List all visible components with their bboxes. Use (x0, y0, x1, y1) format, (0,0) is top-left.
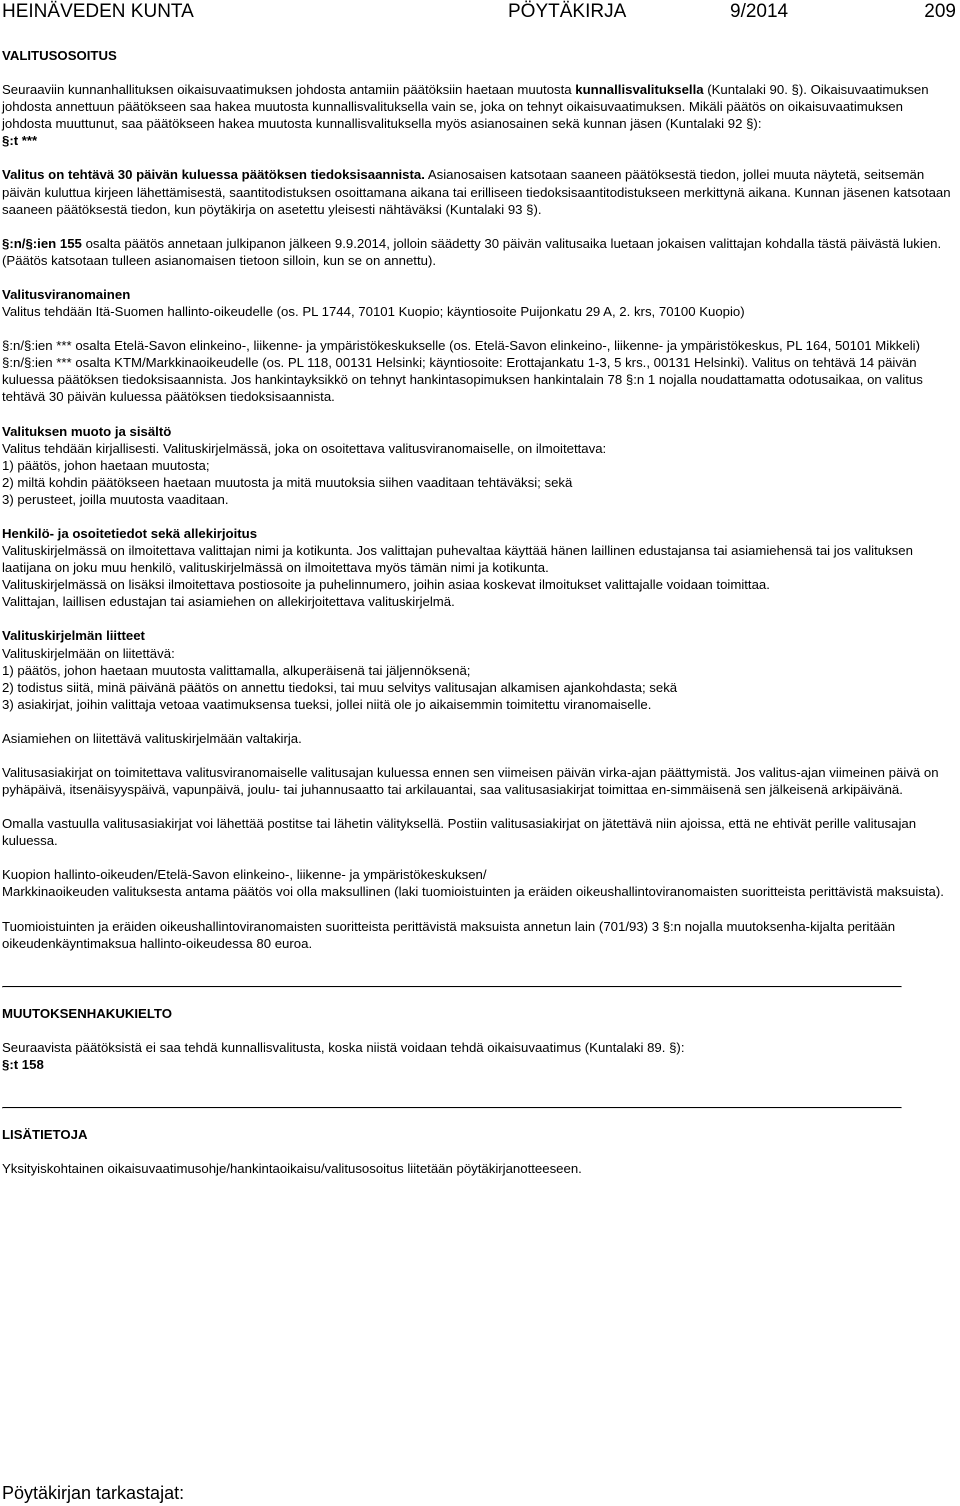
page-header (0, 0, 960, 26)
text-run-bold: Valitus on tehtävä 30 päivän kuluessa päätöksen tiedoksisaannista. (2, 167, 425, 183)
liitteet-posti: Omalla vastuulla valitusasiakirjat voi lähettää postitse tai lähetin välityksellä. Postiin valitusasiakirjat on jätettävä niin ajoissa, että ne ehtivät perille valitusajan kuluessa. (2, 816, 917, 849)
valitusosoitus-paragraph-2 (2, 166, 954, 217)
lisatietoja-paragraph: Yksityiskohtainen oikaisuvaatimusohje/hankintaoikaisu/valitusosoitus liitetään pöytäkirjanotteeseen. (2, 1161, 582, 1177)
liitteet-line-2: 1) päätös, johon haetaan muutosta valittamalla, alkuperäisenä tai jäljennöksenä; (2, 662, 471, 678)
text-run: Asianosaisen katsotaan saaneen päätöksestä tiedon, jollei muuta näytetä, seitsemän päivän kuluttua kirjeen lähettämisestä, saantitodistuksen osoittamana aikana tai erilliseen tiedoksisaantitodistukseen merkittynä aikana. Kunnan jäsenen katsotaan saaneen päätöksestä tiedon, kun pöytäkirja on asetettu yleisesti nähtäväksi (Kuntalaki 93 §). (2, 167, 951, 217)
valitusviranomainen-paragraph-1: Valitus tehdään Itä-Suomen hallinto-oikeudelle (os. PL 1744, 70101 Kuopio; käyntiosoite Puijonkatu 29 A, 2. krs, 70100 Kuopio) (2, 304, 745, 320)
henkilotiedot-line-3: Valittajan, laillisen edustajan tai asiamiehen on allekirjoitettava valituskirjelmä. (2, 594, 455, 610)
footer-inspectors-label: Pöytäkirjan tarkastajat: (2, 1483, 185, 1503)
liitteet-valtakirja: Asiamiehen on liitettävä valituskirjelmään valtakirja. (2, 730, 302, 746)
liitteet-maksu-c: Tuomioistuinten ja eräiden oikeushallintoviranomaisten suoritteista perittävistä maksuista annetun lain (701/93) 3 §:n nojalla muutoksenha-kijalta peritään oikeudenkäyntimaksua hallinto-oikeudessa 80 euroa. (2, 918, 896, 951)
henkilotiedot-line-1: Valituskirjelmässä on ilmoitettava valittajan nimi ja kotikunta. Jos valittajan puhevaltaa käyttää hänen laillinen edustajansa tai asiamiehensä tai jos valituksen laatijana on joku muu henkilö, valituskirjelmässä on ilmoitettava myös tämän nimi ja kotikunta. (2, 543, 913, 576)
text-run-bold: §:n/§:ien 155 (2, 235, 82, 251)
muoto-line-1: Valitus tehdään kirjallisesti. Valituskirjelmässä, joka on osoitettava valitusviranomaiselle, on ilmoitettava: (2, 440, 607, 456)
valitusosoitus-paragraph-3 (2, 235, 954, 269)
henkilotiedot-line-2: Valituskirjelmässä on lisäksi ilmoitettava postiosoite ja puhelinnumero, joihin asiaa koskevat ilmoitukset valittajalle voidaan toimittaa. (2, 577, 770, 593)
page-number: 209 (924, 1, 956, 22)
section-title-valitusosoitus: VALITUSOSOITUS (2, 48, 117, 63)
valitusviranomainen-paragraph-3: §:n/§:ien *** osalta KTM/Markkinaoikeudelle (os. PL 118, 00131 Helsinki; käyntiosoite: Erottajankatu 1-3, 5 krs., 00131 Helsinki). Valitus on tehtävä 14 päivän kuluessa päätöksen tiedoksisaannista. Jos hankintayksikkö on tehnyt hankintasopimuksen hankintalain 78 §:n 1 nojalla noudattamatta odotusaikaa, on valitus tehtävä 30 päivän kuluessa päätöksen tiedoksisaannista. (2, 355, 923, 405)
section-title-muutoksenhakukielto: MUUTOKSENHAKUKIELTO (2, 1005, 172, 1021)
liitteet-toimitus: Valitusasiakirjat on toimitettava valitusviranomaiselle valitusajan kuluessa ennen sen viimeisen päivän virka-ajan päättymistä. Jos valitus-ajan viimeinen päivä on pyhäpäivä, itsenäisyyspäivä, vapunpäivä, joulu- tai juhannusaatto tai arkilauantai, saa valitusasiakirjat toimittaa en-simmäisenä sen jälkeisenä arkipäivänä. (2, 765, 939, 798)
section-title-henkilotiedot: Henkilö- ja osoitetiedot sekä allekirjoitus (2, 525, 258, 541)
muoto-line-2: 1) päätös, johon haetaan muutosta; (2, 457, 210, 473)
liitteet-line-1: Valituskirjelmään on liitettävä: (2, 645, 175, 661)
text-run: Seuraaviin kunnanhallituksen oikaisuvaatimuksen johdosta antamiin päätöksiin haetaan muutosta (2, 82, 576, 98)
valitusviranomainen-paragraph-2: §:n/§:ien *** osalta Etelä-Savon elinkeino-, liikenne- ja ympäristökeskukselle (os. Etelä-Savon elinkeino-, liikenne- ja ympäristökeskus, PL 164, 50101 Mikkeli) (2, 338, 920, 354)
muoto-line-3: 2) miltä kohdin päätökseen haetaan muutosta ja mitä muutoksia siihen vaaditaan tehtäväksi; sekä (2, 474, 573, 490)
muutoksenhakukielto-sections: §:t 158 (2, 1056, 44, 1072)
muoto-line-4: 3) perusteet, joilla muutosta vaaditaan. (2, 491, 229, 507)
organization-name: HEINÄVEDEN KUNTA (2, 1, 194, 22)
section-title-valitusviranomainen: Valitusviranomainen (2, 286, 131, 302)
section-title-liitteet: Valituskirjelmän liitteet (2, 628, 145, 644)
liitteet-line-4: 3) asiakirjat, joihin valittaja vetoaa vaatimuksensa tueksi, jollei niitä ole jo aikaisemmin toimitettu viranomaiselle. (2, 696, 652, 712)
text-run: osalta päätös annetaan julkipanon jälkeen 9.9.2014, jolloin säädetty 30 päivän valitusaika luetaan jokaisen valittajan kohdalla tästä päivästä lukien. (Päätös katsotaan tulleen asianomaisen tietoon silloin, kun se on annettu). (2, 235, 942, 268)
valitusosoitus-sections-list: §:t *** (2, 133, 38, 149)
document-body (2, 47, 954, 1177)
section-title-lisatietoja: LISÄTIETOJA (2, 1127, 88, 1143)
liitteet-maksu-a: Kuopion hallinto-oikeuden/Etelä-Savon elinkeino-, liikenne- ja ympäristökeskuksen/ (2, 867, 487, 883)
document-type: PÖYTÄKIRJA (508, 1, 627, 22)
liitteet-line-3: 2) todistus siitä, minä päivänä päätös on annettu tiedoksi, tai muu selvitys valitusajan alkamisen ajankohdasta; sekä (2, 679, 678, 695)
text-run-bold: kunnallisvalituksella (575, 82, 704, 98)
muutoksenhakukielto-paragraph: Seuraavista päätöksistä ei saa tehdä kunnallisvalitusta, koska niistä voidaan tehdä oikaisuvaatimus (Kuntalaki 89. §): (2, 1039, 685, 1055)
valitusosoitus-paragraph-1 (2, 81, 954, 132)
document-number: 9/2014 (730, 1, 789, 22)
section-title-muoto: Valituksen muoto ja sisältö (2, 423, 172, 439)
liitteet-maksu-b: Markkinaoikeuden valituksesta antama päätös voi olla maksullinen (laki tuomioistuinten ja eräiden oikeushallintoviranomaisten suoritteista perittävistä maksuista). (2, 884, 944, 900)
text-run: (Kuntalaki 90. §). Oikaisuvaatimuksen johdosta annettuun päätökseen saa hakea muutosta kunnallisvalituksella vain se, joka on tehnyt oikaisuvaatimuksen. Mikäli päätös on oikaisuvaatimuksen johdosta muuttunut, saa päätökseen hakea muutosta kunnallisvalituksella myös asianosainen sekä kunnan jäsen (Kuntalaki 92 §): (2, 82, 929, 132)
